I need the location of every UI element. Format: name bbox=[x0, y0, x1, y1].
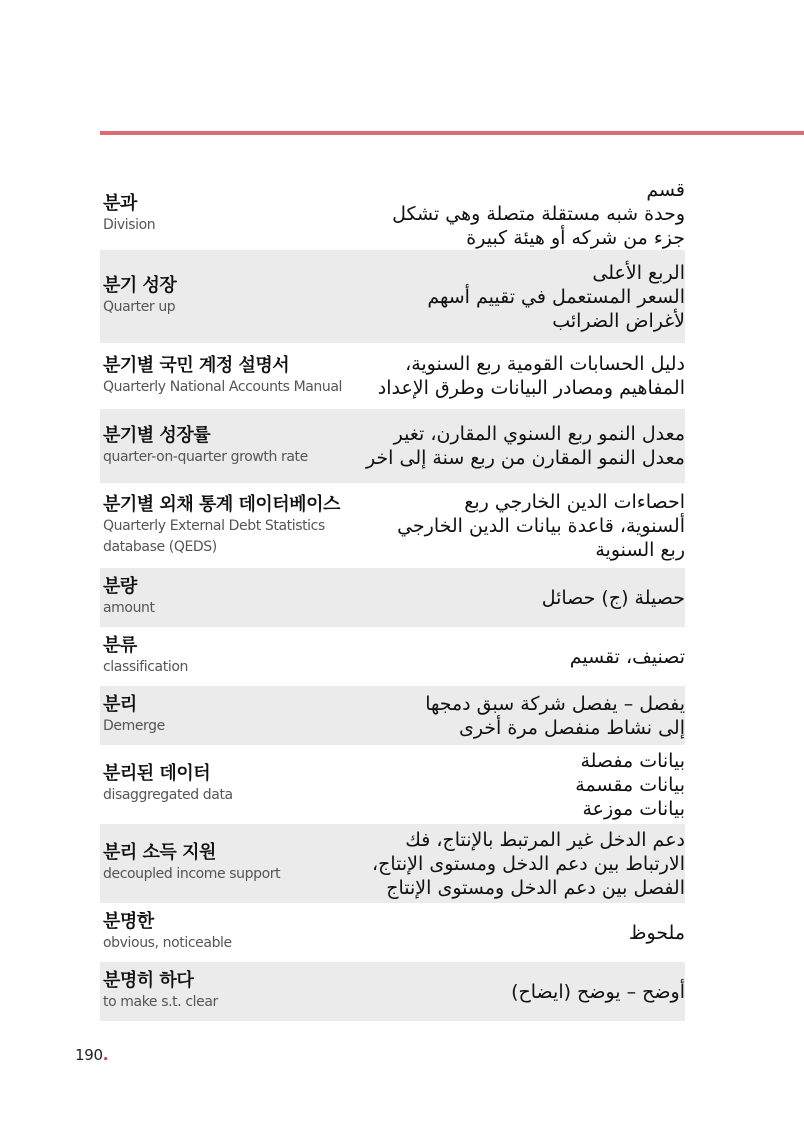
entry-terms bbox=[103, 409, 363, 483]
entry-translation bbox=[355, 178, 685, 250]
entry-translation bbox=[355, 903, 685, 962]
english-term: Quarterly External Debt Statistics database (QEDS) bbox=[103, 517, 325, 555]
entry-terms bbox=[103, 962, 363, 1021]
page-number bbox=[75, 1046, 108, 1064]
korean-term: 분기별 국민 계정 설명서 bbox=[103, 354, 290, 376]
arabic-translation: أوضح – يوضح (ايضاح) bbox=[511, 980, 685, 1003]
glossary-entry bbox=[100, 568, 685, 627]
glossary-entry bbox=[100, 178, 685, 250]
glossary-entry bbox=[100, 627, 685, 686]
entry-translation bbox=[355, 568, 685, 627]
english-term: decoupled income support bbox=[103, 866, 281, 882]
arabic-translation: تصنيف، تقسيم bbox=[569, 645, 685, 668]
arabic-translation: يفصل – يفصل شركة سبق دمجها إلى نشاط منفصل مرة أخرى bbox=[425, 692, 685, 739]
entry-terms bbox=[103, 686, 363, 745]
arabic-translation: قسم وحدة شبه مستقلة متصلة وهي تشكل جزء من شركه أو هيئة كبيرة bbox=[392, 179, 685, 249]
arabic-translation: حصيلة (ج) حصائل bbox=[541, 586, 685, 609]
entry-terms bbox=[103, 178, 363, 250]
arabic-translation: الربع الأعلى السعر المستعمل في تقييم أسهم لأغراض الضرائب bbox=[427, 261, 685, 332]
entry-translation bbox=[355, 250, 685, 343]
korean-term: 분리된 데이터 bbox=[103, 763, 211, 784]
arabic-translation: احصاءات الدين الخارجي ربع ألسنوية، قاعدة بيانات الدين الخارجي ربع السنوية bbox=[397, 490, 685, 561]
glossary-table bbox=[100, 178, 685, 1021]
english-term: Division bbox=[103, 216, 156, 233]
entry-translation bbox=[355, 409, 685, 483]
korean-term: 분리 bbox=[103, 694, 137, 715]
entry-terms bbox=[103, 903, 363, 962]
glossary-entry bbox=[100, 745, 685, 824]
korean-term: 분류 bbox=[103, 635, 137, 656]
arabic-translation: دعم الدخل غير المرتبط بالإنتاج، فك الارتباط بين دعم الدخل ومستوى الإنتاج، الفصل بين دعم الدخل ومستوى الإنتاج bbox=[371, 828, 685, 899]
korean-term: 분명히 하다 bbox=[103, 970, 194, 991]
glossary-entry bbox=[100, 250, 685, 343]
english-term: quarter-on-quarter growth rate bbox=[103, 448, 308, 465]
entry-translation bbox=[355, 483, 685, 568]
glossary-entry bbox=[100, 824, 685, 903]
english-term: amount bbox=[103, 600, 155, 616]
arabic-translation: ملحوظ bbox=[628, 921, 685, 944]
korean-term: 분과 bbox=[103, 192, 137, 214]
korean-term: 분리 소득 지원 bbox=[103, 842, 216, 863]
entry-terms bbox=[103, 483, 363, 568]
top-accent-rule bbox=[100, 131, 804, 135]
arabic-translation: بيانات مفصلة بيانات مقسمة بيانات موزعة bbox=[575, 749, 685, 820]
entry-translation bbox=[355, 824, 685, 903]
entry-terms bbox=[103, 250, 363, 343]
entry-terms bbox=[103, 568, 363, 627]
korean-term: 분기별 외채 통계 데이터베이스 bbox=[103, 493, 340, 515]
entry-translation bbox=[355, 343, 685, 409]
korean-term: 분량 bbox=[103, 576, 137, 597]
glossary-entry bbox=[100, 903, 685, 962]
arabic-translation: دليل الحسابات القومية ربع السنوية، المفاهيم ومصادر البيانات وطرق الإعداد bbox=[377, 353, 685, 399]
english-term: to make s.t. clear bbox=[103, 994, 218, 1010]
entry-translation bbox=[355, 745, 685, 824]
entry-translation bbox=[355, 962, 685, 1021]
entry-translation bbox=[355, 686, 685, 745]
entry-terms bbox=[103, 343, 363, 409]
entry-terms bbox=[103, 745, 363, 824]
glossary-entry bbox=[100, 483, 685, 568]
english-term: Quarter up bbox=[103, 299, 176, 315]
korean-term: 분명한 bbox=[103, 911, 154, 932]
english-term: classification bbox=[103, 659, 188, 675]
entry-terms bbox=[103, 824, 363, 903]
korean-term: 분기별 성장률 bbox=[103, 424, 211, 446]
glossary-entry bbox=[100, 962, 685, 1021]
entry-translation bbox=[355, 627, 685, 686]
glossary-entry bbox=[100, 343, 685, 409]
english-term: disaggregated data bbox=[103, 787, 233, 803]
english-term: Demerge bbox=[103, 718, 165, 734]
korean-term: 분기 성장 bbox=[103, 275, 177, 296]
arabic-translation: معدل النمو ربع السنوي المقارن، تغير معدل النمو المقارن من ربع سنة إلى اخر bbox=[365, 423, 685, 469]
glossary-entry bbox=[100, 686, 685, 745]
english-term: Quarterly National Accounts Manual bbox=[103, 378, 343, 395]
english-term: obvious, noticeable bbox=[103, 935, 232, 951]
page-number-text: 190 bbox=[75, 1046, 103, 1064]
page-number-dot: . bbox=[102, 1046, 109, 1064]
glossary-entry bbox=[100, 409, 685, 483]
entry-terms bbox=[103, 627, 363, 686]
